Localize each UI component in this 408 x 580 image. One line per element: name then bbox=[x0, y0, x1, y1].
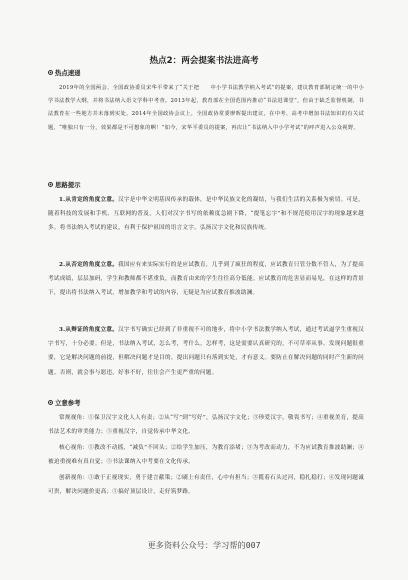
paragraph-text: 汉字书写确实已经到了非重视不可的地步，将中小学书法教学纳入考试，通过考试逼学生重视汉字书写，十分必要。但是，书法纳入考试，怎么考，考什么，怎样考，这是需要认真研究的，不可草率从事。发现问题很重要，它是解决问题的前提，但解决问题才是目的。提出问题只有落到实处，才有意义。要防止在解决问题的同时产生新的问题。否则，就会事与愿违，好事不好，往往会产生更严重的问题。 bbox=[48, 327, 364, 376]
paragraph-lead: 3.从辩证的角度立意。 bbox=[59, 327, 119, 333]
section-label: 思路提示 bbox=[55, 181, 81, 189]
page-title: 热点2：两会提案书法进高考 bbox=[149, 56, 259, 66]
footer-note: 更多资料公众号：学习帮的007 bbox=[147, 540, 261, 550]
paragraph-lead: 1.从肯定的角度立意。 bbox=[59, 197, 119, 203]
thinking-paragraph-3 bbox=[48, 323, 364, 380]
paragraph-text: 我国应有来实际实行的是应试教育，几乎到了疯狂的程度，应试教育只管分数不管人，为了提高考试成绩，层层加码，学生和教师都不堪重负，而教育由来的学生往往高分低能。应试教育的危害显而易见，在这样的背景下，提出将书法纳入考试，增加教学和考试的内容，无疑是为应试教育推波助澜。 bbox=[48, 262, 364, 297]
section-label: 立意参考 bbox=[55, 399, 81, 407]
section-heading-thinking bbox=[48, 180, 81, 189]
bullet-icon bbox=[48, 400, 53, 405]
reference-conventional: 常规视角：①保卫汉字文化人人有责；②从“写”到“写好”，弘扬汉字文化；③珍爱汉字，敬畏书写；④重视美育，提高书法艺术的审美能力；⑤重视汉字，自觉传承中华文化。 bbox=[48, 415, 364, 436]
section-heading-hot-topic bbox=[48, 68, 81, 77]
section-label: 热点速递 bbox=[55, 69, 81, 77]
paragraph-lead: 2.从否定的角度立意。 bbox=[59, 262, 119, 268]
thinking-paragraph-1 bbox=[48, 193, 364, 236]
paragraph-text: 汉字是中华文明基因传承的载体，是中华民族文化的凝结，与我们生活的关系极为密切。可是，随着科技的发展和手机、互联网的普及，人们对汉字书写的依赖度急剧下降，“提笔忘字”和不规范使用汉字的现象越来越多。将书法纳入考试的建议，有利于保护祖国的语言文字，弘扬汉字文化和民族传统。 bbox=[48, 197, 364, 232]
reference-innovative: 创新视角：①敢于正视现实，勇于建言献策；②刷上有责任，心中有担当；③揽着石头过河，稳扎稳打；④发现问题诚可贵，解决问题价更高；⑤搞好顶层设计，走好筑梦路。 bbox=[48, 475, 364, 496]
reference-core: 核心视角：①教改不动摇，“减负”不回头；②给学生加压，为教育添堵；③为考改而动力，不为应试教育推波助澜；④被迫重视难有真自觉；⑤书法课纳入中考要在文化传承。 bbox=[48, 445, 364, 466]
bullet-icon bbox=[48, 70, 53, 75]
thinking-paragraph-2 bbox=[48, 258, 364, 301]
section-heading-reference bbox=[48, 398, 81, 407]
bullet-icon bbox=[48, 182, 53, 187]
hot-topic-paragraph: 2019年的全国两会，全国政协委员宋华平带来了“关于把 中小学书法教学纳入考试”的提案，建议教育部制定统一的中小学书法教学大纲，并将书法纳入语文学科中考查。2013年起，教育部在全国范围内推动“书法进课堂”，但由于缺乏监督机制，书法教育在一些地方并未落到实处。2014年全国政协会议上，全国政协常委廖晖提出建议，在中考、高考中增加书法知识的有关试题，“唯独只有一分，效果都是不可想象的啊！”如今，宋华平委员的提案，再次让“书法纳入中小学考试”的呼声进入公众视野。 bbox=[48, 85, 364, 131]
